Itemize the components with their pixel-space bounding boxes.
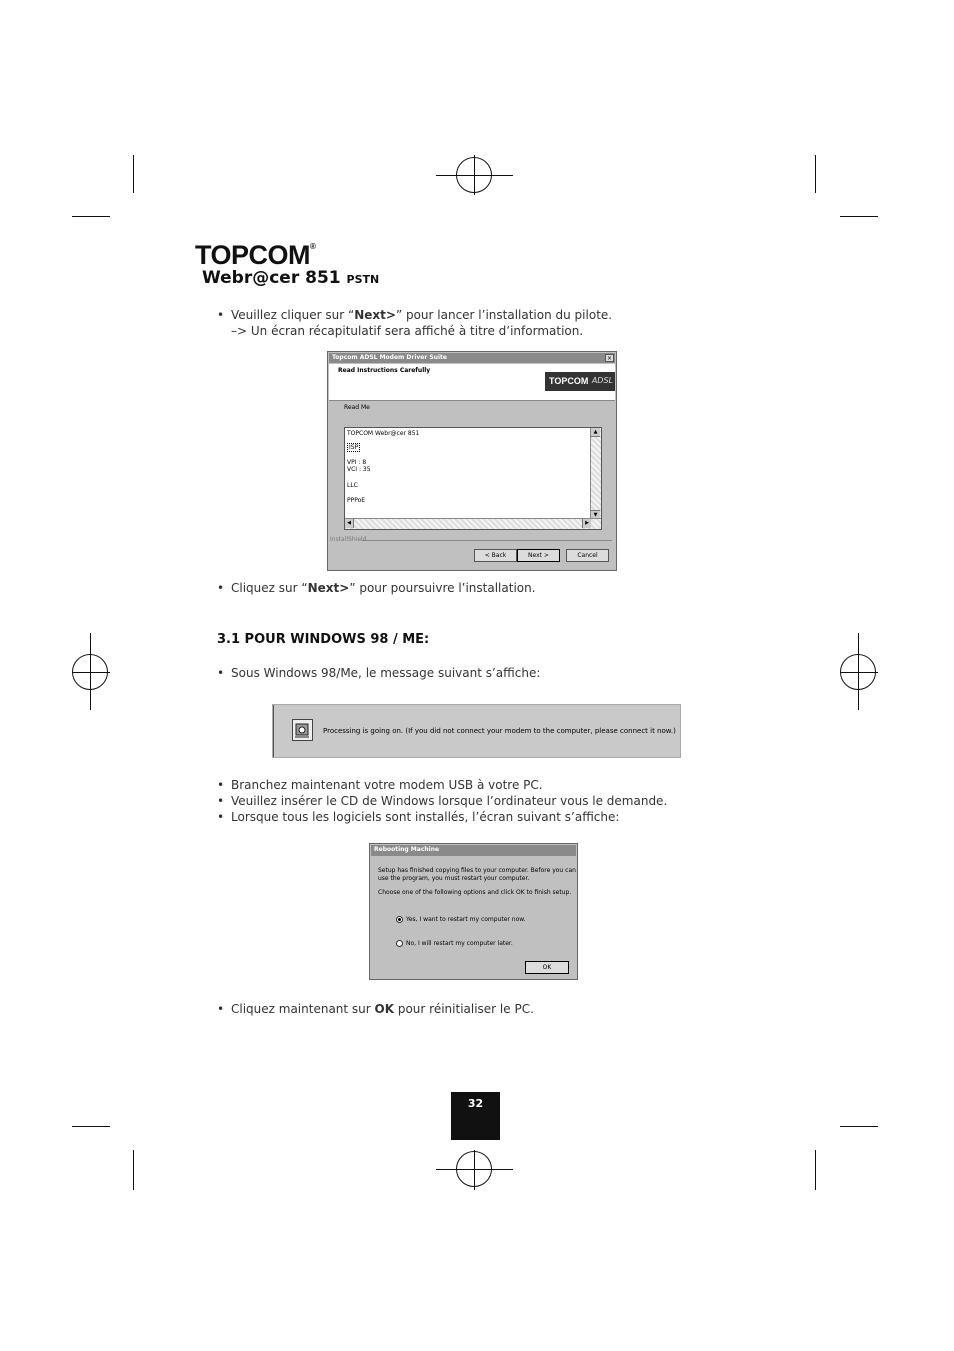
scroll-left-icon[interactable]: ◀ [345,519,354,528]
scroll-up-icon[interactable]: ▲ [591,428,600,437]
reboot-dialog [369,843,578,980]
option-no-label[interactable]: No, I will restart my computer later. [406,940,513,947]
processing-message: Processing is going on. (If you did not connect your modem to the computer, please connect it now.) [323,727,676,735]
intro-bullet: • Veuillez cliquer sur “Next>” pour lancer l’installation du pilote. [217,308,613,322]
intro-bullet-line2: –> Un écran récapitulatif sera affiché à titre d’information. [231,324,584,338]
topcom-adsl-logo: TOPCOM ADSL [545,372,615,391]
footer-divider [362,540,612,541]
reboot-text-3: Choose one of the following options and click OK to finish setup. [378,889,572,896]
scroll-right-icon[interactable]: ▶ [582,519,591,528]
next-button[interactable]: Next > [517,549,560,562]
page-number: 32 [451,1092,500,1140]
vertical-scrollbar[interactable] [590,428,601,519]
next-bullet: • Cliquez sur “Next>” pour poursuivre l’installation. [217,581,536,595]
model-title: Webr@cer 851 PSTN [202,268,380,288]
section-heading: 3.1 POUR WINDOWS 98 / ME: [217,632,430,647]
radio-yes[interactable] [396,916,403,923]
close-button[interactable]: × [606,355,613,362]
dialog-title: Topcom ADSL Modem Driver Suite [329,353,615,363]
list-item: • Veuillez insérer le CD de Windows lorsque l’ordinateur vous le demande. [217,794,668,808]
reboot-text-2: use the program, you must restart your computer. [378,875,530,882]
back-button[interactable]: < Back [474,549,517,562]
installshield-label: InstallShield [330,536,367,543]
win98-bullet: • Sous Windows 98/Me, le message suivant s’affiche: [217,666,541,680]
topcom-logo: TOPCOM® [195,240,316,270]
setup-icon [292,719,313,741]
list-item: • Branchez maintenant votre modem USB à votre PC. [217,778,543,792]
dialog-header [329,364,615,401]
read-me-label: Read Me [344,404,370,411]
horizontal-scrollbar[interactable] [345,518,601,529]
ok-button[interactable]: OK [525,961,569,974]
radio-no[interactable] [396,940,403,947]
reboot-text-1: Setup has finished copying files to your computer. Before you can [378,867,576,874]
reboot-title: Rebooting Machine [371,845,576,856]
readme-textbox[interactable]: TOPCOM Webr@cer 851 ISP VPI : 8 VCI : 35 LLC PPPoE ▲ ▼ ◀ ▶ [344,427,602,530]
scroll-down-icon[interactable]: ▼ [591,510,600,519]
final-bullet: • Cliquez maintenant sur OK pour réinitialiser le PC. [217,1002,534,1016]
driver-suite-dialog [327,351,617,571]
processing-dialog [272,704,681,758]
cancel-button[interactable]: Cancel [566,549,609,562]
header-text: Read Instructions Carefully [338,367,431,374]
list-item: • Lorsque tous les logiciels sont installés, l’écran suivant s’affiche: [217,810,620,824]
option-yes-label[interactable]: Yes, I want to restart my computer now. [406,916,526,923]
